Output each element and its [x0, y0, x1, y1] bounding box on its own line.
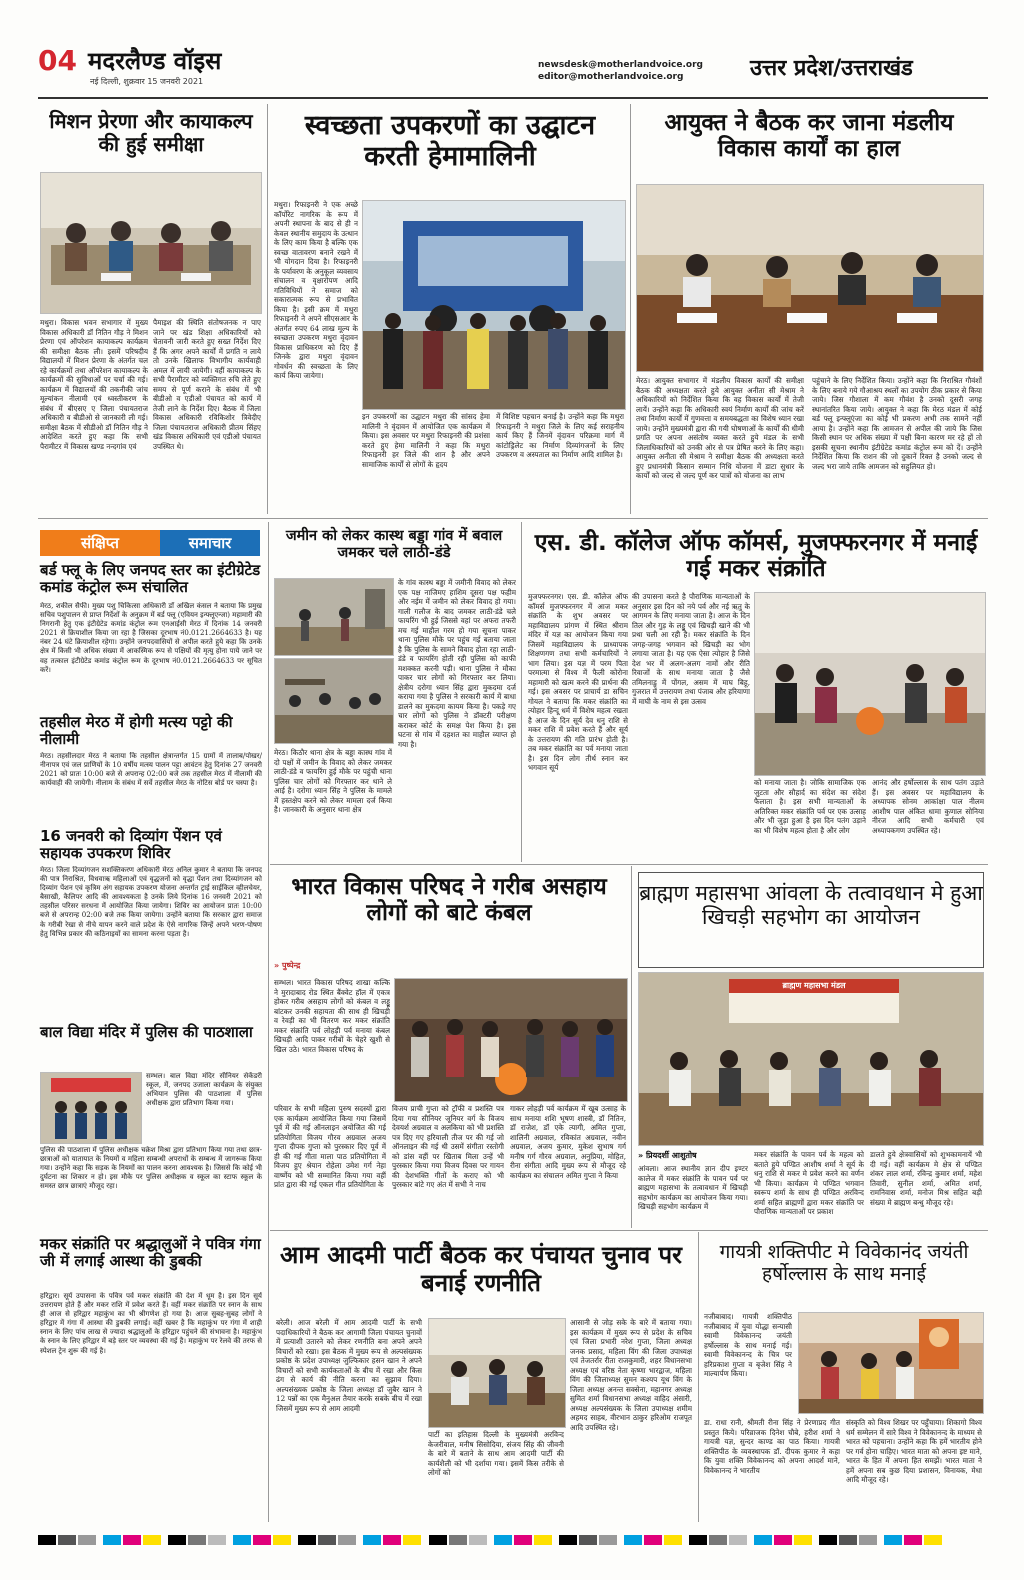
- story2-body-col2: इन उपकरणों का उद्घाटन मथुरा की सांसद हेमा मालिनी ने वृंदावन में आयोजित एक कार्यक्रम में किया। इस अवसर पर मथुरा रिफाइनरी की प्रशंसा करते हुए हेमा मालिनी ने कहा कि मथुरा रिफाइनरी हर जिले की शान है और अपने सामाजिक कार्यों से लोगों के हृदय: [362, 412, 490, 469]
- story9-body-side: नजीबाबाद। गायत्री शक्तिपीठ नजीबाबाद में युवा योद्धा सन्यासी स्वामी विवेकानन्द जयंती हर्षोल्लास के साथ मनाई गई। स्वामी विवेकानन्द के चित्र पर हरिप्रकाश गुप्ता व बृजेश सिंह ने माल्यार्पण किया।: [704, 1312, 792, 1378]
- story9-body-col2: संस्कृति को विश्व शिखर पर पहुँचाया। शिकागो विश्व धर्म सम्मेलन में सारे विश्व ने विवेकानन्द के माध्यम से भारत को पहचाना। उन्होंने कहा कि हमें भारतीय होने पर गर्व होना चाहिए। भारत माता को अपना इष्ट माने, भारत के हित में अपना हित समझें। भारत माता ने हमें अपना सब कुछ दिया प्रशासन, विनायक, मेधा आदि मौजूद रहे।: [846, 1418, 982, 1484]
- story7-photo: [638, 972, 984, 1146]
- story3-headline: आयुक्त ने बैठक कर जाना मंडलीय विकास कार्यों का हाल: [664, 110, 954, 163]
- story7-headline: ब्राह्मण महासभा आंवला के तत्वावधान मे हुआ खिचड़ी सहभोग का आयोजन: [639, 881, 983, 930]
- brief5-headline: मकर संक्रांति पर श्रद्धालुओं ने पवित्र गंगा जी में लगाई आस्था की डुबकी: [40, 1235, 261, 1271]
- story2-body-col1: मथुरा। रिफाइनरी ने एक अच्छे कॉर्पोरेट नागरिक के रूप में अपनी स्थापना के बाद से ही न केवल स्थानीय समुदाय के उत्थान के लिए काम किया है बल्कि एक स्वच्छ वातावरण बनाने रखने में भी योगदान दिया है। रिफाइनरी के पर्यावरण के अनुकूल व्यवसाय संचालन व वृक्षारोपण आदि गतिविधियों ने समाज को सकारात्मक रूप से प्रभावित किया है। इसी क्रम में मथुरा रिफाइनरी ने अपने सीएसआर के अंतर्गत रुपए 64 लाख मूल्य के स्वच्छता उपकरण मथुरा वृंदावन विकास प्राधिकरण को दिए हैं जिनके द्वारा मथुरा वृंदावन गोवर्धन की स्वच्छता के लिए कार्य किया जायेगा।: [274, 200, 358, 380]
- story4-body-right: के गांव कास्थ बड्डा में जमीनी विवाद को लेकर एक पक्ष नाजिमए हाशिम दूसरा पक्ष फहीम और नईम में जमीन को लेकर विवाद हो गया। गाली गलौज के बाद जमकर लाठी-डंडे चले फायरिंग भी हुई जिससे वहां पर अफरा तफरी मच गई माहौल गरम हो गया सूचना पाकर थाना पुलिस मौके पर पहुंच गई बताया जाता है कि पुलिस के सामने विवाद होता रहा लाठी-डंडे व फायरिंग होती रही पुलिस को काफी मशक्कत करनी पड़ी। थाना पुलिस ने मौका पाकर चार लोगों को गिरफ्तार कर लिया। क्षेत्रीय दरोगा ध्यान सिंह द्वारा मुकदमा दर्ज कराया गया है पुलिस ने सरकारी कार्य में बाधा डालने का मुकदमा कायम किया है। पकड़े गए चार लोगों को पुलिस ने डॉक्टरी परीक्षण कराकर कोर्ट के समक्ष पेश किया है। इस घटना से गांव में दहशत का माहौल व्याप्त हो गया है।: [398, 578, 516, 749]
- story6-body-col3: गाकर लोहड़ी पर्व कार्यक्रम में खूब उत्साह के साथ मनाया शशि भूषण शास्त्री, डॉ नितिन, डॉ राजेश, डॉ एके त्यागी, अमित गुप्ता, शालिनी अग्रवाल, रविकांत अग्रवाल, नवीन अग्रवाल, अजय कुमार, मुकेश सुभाष गर्ग मनीष गर्ग गौरव अग्रवाल, अनुप्रिया, मोहित, रीना संगीता आदि मुख्य रूप से मौजूद रहे कार्यक्रम का संचालन अमित गुप्ता ने किया: [510, 1104, 626, 1180]
- story2-body-col3: में विशिष्ट पहचान बनाई है। उन्होंने कहा कि मथुरा रिफाइनरी ने मथुरा जिले के लिए कई सराहनीय कार्य किए हैं जिनमें वृंदावन परिक्रमा मार्ग में कांटोड्रिलेट का निर्माण दिव्यांगजनों के लिए उपकरण व अस्पताल का निर्माण आदि शामिल है।: [496, 412, 624, 459]
- story8-body-col1: बरेली। आज बरेली में आम आदमी पार्टी के सभी पदाधिकारियों ने बैठक कर आगामी जिला पंचायत चुनावों में प्रत्याशी उतारने को लेकर रणनीति बना अपने अपने विचारों को रखा। इस बैठक में मुख्य रूप से अल्पसंख्यक प्रकोष्ठ के प्रदेश उपाध्यक्ष जुल्फिकार हसन खान ने अपने विचारों को सभी कार्यकताओं के बीच में रखा और किस ढंग से कार्य की नीति करना का सुझाव दिया। अल्पसंख्यक प्रकोष्ठ के जिला अध्यक्ष डॉ जुबैर खान ने 12 पन्नों का एक मैनुअल तैयार करके सबके बीच में रखा जिसमें मुख्य रूप से आम आदमी: [276, 1318, 422, 1413]
- story2-photo: [362, 200, 626, 410]
- story7-headline-box: [638, 872, 984, 968]
- story6-body-col2: विजय प्राची गुप्ता को ट्रॉफी व प्रशस्ति पत्र दिया गया सीनियर जूनियर वर्ग के विजय देवयर्श अग्रवाल व अलकिया को भी प्रशस्ति पत्र दिए गए हरियाली तीज पर की गई जो ऑनलाइन की गई थी उसमें संगीता रस्तोगी को डांस वहीं पर खिताब मिला उन्हें भी पुरस्कार किया गया विजय दिवस पर गायन की देशभक्ति गीतों के कराए को भी पुरस्कार बांटे गए अंत में सभी ने नाच: [392, 1104, 504, 1189]
- brief5-text: हरिद्वार। सूर्य उपासना के पवित्र पर्व मकर संक्रांति की देश में धूम है। इस दिन सूर्य उत्तरायण होते हैं और मकर राशि में प्रवेश करते हैं। वहीं मकर संक्रांति पर स्नान के साथ ही आज से हरिद्वार महाकुंभ का भी श्रीगणेश हो गया है। आज सुबह-सुबह लोगों ने हरिद्वार में गंगा में आस्था की डुबकी लगाई। वहीं खबर है कि महाकुंभ पर गंगा में शाही स्नान के लिए पांच लाख से ज्यादा श्रद्धालुओं के हरिद्वार पहुंचने की संभावना है। महाकुंभ के स्नान के लिए हरिद्वार में बड़े स्तर पर व्यवस्था की गई है। महाकुंभ पर रेलवे की तरफ से स्पेशल ट्रेन शुरू की गई है।: [40, 1292, 262, 1355]
- story9-body-col1: डा. राधा रानी, श्रीमती रीना सिंह ने प्रेरणाप्रद गीत प्रस्तुत किये। परिव्राजक दिनेश चौबे, हरीश शर्मा ने गायत्री यज्ञ, सुन्दर काण्ड का पाठ किया। गायत्री शक्तिपीठ के व्यवस्थापक डॉ. दीपक कुमार ने कहा कि युवा शक्ति विवेकानन्द को अपना आदर्श माने, विवेकानन्द ने भारतीय: [704, 1418, 840, 1475]
- story4-photo-top: [274, 578, 394, 656]
- brief3-headline: 16 जनवरी को दिव्यांग पेंशन एवं सहायक उपकरण शिविर: [40, 827, 222, 863]
- story5-body-col1: मुजफ्फरनगर। एस. डी. कॉलेज ऑफ कॉमर्स मुजफ्फरनगर में आज मकर संक्रांति के शुभ अवसर पर महाविद्यालय प्रांगण में स्थित श्रीराम मंदिर में यज्ञ का आयोजन किया गया जिसमें महाविद्यालय के प्राध्यापक शिक्षणगण तथा सभी कर्मचारियों ने भाग लिया। इस यज्ञ में परम पिता परमात्मा से विश्व में फैली कोरोना महामारी को खत्म करने की प्रार्थना की गई। इस अवसर पर प्राचार्य डा सचिन गोयल ने बताया कि मकर संक्रांति का त्योहार हिन्दू धर्म में विशेष महत्व रखता है आज के दिन सूर्य देव धनु राशि से मकर राशि में प्रवेश करते हैं और सूर्य के उत्तरायण की गति प्रारंभ होती है। तब मकर संक्रांति का पर्व मनाया जाता है। इस दिन लोग तीर्थ स्नान कर भगवान सूर्य: [528, 592, 628, 772]
- story8-body-col2: पार्टी का इतिहास दिल्ली के मुख्यमंत्री अरविन्द केजरीवाल, मनीष सिसोदिया, संजय सिंह की जीवनी के बारे में बताने के साथ आम आदमी पार्टी की कार्यशैली को भी दर्शाया गया। इसमें किस तरीके से लोगों को: [428, 1430, 564, 1477]
- story6-headline: भारत विकास परिषद ने गरीब असहाय लोगों को बाटे कंबल: [291, 874, 607, 927]
- story6-photo: [394, 978, 628, 1102]
- brief-banner: [40, 530, 260, 556]
- story6-body-col1: परिवार के सभी महिला पुरुष सदस्यों द्वारा एक कार्यक्रम आयोजित किया गया जिसमें पूर्व में की गई ऑनलाइन अयोजित की गई प्रतियोगिता विजय गौरव अग्रवाल अजय गुप्ता दीपक गुप्ता को पुरस्कार दिए पूर्व में ही की गई गीता माला पाठ प्रतियोगिता में विजय हुए श्रेयान रोहेला उमेश गर्ग नेहा वार्ष्णेय को भी सम्मानित किया गया वहीं प्रांत द्वारा की गई एकल गीत प्रतियोगिता के: [274, 1104, 386, 1189]
- story8-body-col3: आसानी से जोड़ सके के बारे में बताया गया। इस कार्यक्रम में मुख्य रूप से प्रदेश के सचिव एवं जिला प्रभारी नरेश गुप्ता, जिला अध्यक्ष जनक प्रसाद, महिला विंग की जिला उपाध्यक्ष एवं तेजतर्रार रीता राजकुमारी, शहर विधानसभा अध्यक्ष एवं वरिष्ठ नेता कृष्णा भारद्वाज, महिला विंग की जिलाध्यक्ष सुमन कश्यप यूथ विंग के जिला अध्यक्ष अनन्त सक्सेना, महानगर अध्यक्ष सुमित शर्मा विधानसभा अध्यक्ष वाहिद अंसारी, अध्यक्ष अल्पसंख्यक के जिला उपाध्यक्ष शमीम अहमद साहब, वीरभान ठाकुर हरिओम राजपूत आदि उपस्थित रहे।: [570, 1318, 692, 1432]
- story5-body-col3: को मनाया जाता है। जोकि सामाजिक एक जुटता और सौहार्द का संदेश का संदेश फैलाता है। इस सभी मान्यताओं के अतिरिक्त मकर संक्रांति पर्व पर एक उत्साह और भी जुड़ा हुआ है इस दिन पतंग उड़ाने का भी विशेष महत्व होता है और लोग: [754, 778, 866, 835]
- story7-body-col2: मकर संक्रांति के पावन पर्व के महत्व को बताते हुये पण्डित आशीष शर्मा ने सूर्य के धनु राशि से मकर मे प्रवेश करने का वर्णन भी किया। कार्यक्रम मे पण्डित भगवान स्वरूप शर्मा के साथ ही पण्डित अरविन्द शर्मा सहित ब्राह्मणों द्वारा मकर संक्रांति पर पौराणिक मान्यताओं पर प्रकाश: [754, 1150, 864, 1216]
- story1-body-col1: मथुरा। विकास भवन सभागार में मुख्य विकास अधिकारी डॉ नितिन गौड़ ने मिशन प्रेरणा एवं ऑपरेशन कायाकल्प कार्यक्रम की समीक्षा बैठक ली। इसमें परिषदीय विद्यालयों में मिशन प्रेरणा के अंतर्गत चल रहे कार्यक्रमों तथा ऑपरेशन कायाकल्प के कार्यक्रमों की सुविधाओं पर चर्चा की गई। कार्यक्रम में विद्यालयों की तकनीकी जांच मूल्यांकन नीलामी एवं ध्वस्तीकरण के संबंध में बीएसए ए जिला पंचायतराज अधिकारी व बीडीओ से जानकारी ली गई। समीक्षा बैठक में सीडीओ डॉ नितिन गौड़ ने आदेशित करते हुए कहा कि सभी पैरामीटर में विकास खण्ड नन्दगांव एवं: [40, 318, 148, 451]
- brief4-photo: [40, 1072, 142, 1144]
- story6-body-top: सम्भल। भारत विकास परिषद शाखा कल्कि ने मुरादाबाद रोड स्थित बैंक्वेट हॉल में एकत्र होकर गरीब असहाय लोगों को कंबल व लड्डू बांटकर उनकी सहायता की साथ ही खिचड़ी व रेवड़ी का भी वितरण कर मकर संक्रांति मकर संक्रांति पर्व लोहड़ी पर्व मनाया कंबल खिचड़ी आदि पाकर गरीबों के चेहरे खुशी से खिल उठे। भारत विकास परिषद के: [274, 978, 390, 1054]
- brief1-headline: बर्ड फ्लू के लिए जनपद स्तर का इंटीग्रेटेड कमांड कंट्रोल रूम संचालित: [40, 561, 261, 597]
- masthead: [38, 42, 988, 90]
- story9-photo: [798, 1312, 984, 1414]
- story3-photo: [636, 184, 984, 372]
- story9-headline: गायत्री शक्तिपीट मे विवेकानंद जयंती हर्षोल्लास के साथ मनाई: [719, 1241, 969, 1285]
- color-registration-strip: [38, 1530, 988, 1540]
- story4-body-left: मेरठ। किठौर थाना क्षेत्र के बड्डा कास्थ गांव में दो पक्षों में जमीन के विवाद को लेकर जमकर लाठी-डंडे व फायरिंग हुई मौके पर पहुंची थाना पुलिस चार लोगों को गिरफ्तार कर थाने ले आई है। दरोगा ध्यान सिंह ने पुलिस के मामले में हस्तक्षेप करने को लेकर मामला दर्ज किया है। जानकारी के अनुसार थाना क्षेत्र: [274, 748, 392, 814]
- story8-photo: [428, 1318, 566, 1428]
- brief2-text: मेरठ। तहसीलदार मेरठ ने बताया कि तहसील क्षेत्रान्तर्गत 15 ग्रामों में तालाब/पोखर/नीनापत्र एवं जल प्राणियों के 10 वर्षीय मत्स्य पालन पट्टा आवंटन हेतु दिनांक 27 जनवरी 2021 को प्रातः 10:00 बजे से अपरान्ह 02:00 बजे तक तहसील मेरठ में नीलामी की कार्यवाही की जायेगी। नीलाम के संबंध में सर्वे तहसील मेरठ के नोटिस बोर्ड पर चस्पा है।: [40, 752, 262, 788]
- brief-banner-label2: समाचार: [160, 530, 260, 556]
- story1-body-col2: पैमाइश की स्थिति संतोषजनक न पाए जाने पर खंड शिक्षा अधिकारियों को चेतावनी जारी करते हुए सख्त निर्देश दिए हैं कि अगर अपने कार्यों में प्रगति न लाये तो उनके खिलाफ विभागीय कार्यवाही अमल में लायी जायेगी। वहीं कायाकल्प के सभी पैरामीटर को व्यक्तिगत रुचि लेते हुए समय से पूर्ण कराने के संबंध में भी बीडीओ व एडीओ पंचायत को कार्य में तेजी लाने के निर्देश दिए। बैठक में जिला विकास अधिकारी रविकिशोर त्रिवेदीए जिला पंचायतराज अधिकारी प्रीतम सिंहए खंड विकास अधिकारी एवं एडीओ पंचायत उपस्थित थे।: [153, 318, 261, 451]
- story8-headline: आम आदमी पार्टी बैठक कर पंचायत चुनाव पर बनाई रणनीति: [280, 1241, 682, 1297]
- newsdesk-email[interactable]: newsdesk@motherlandvoice.org: [538, 60, 703, 70]
- story7-body-col3: डालते हुये क्षेत्रवासियों को शुभकामनायें भी दी गई। वहीं कार्यक्रम मे क्षेत्र से पण्डित शंकर लाल शर्मा, रविन्द्र कुमार शर्मा, महेश तिवारी, सुनील शर्मा, अमित शर्मा, रामनिवास शर्मा, मनोज मिश्र सहित बड़ी संख्या मे ब्राह्मण बन्धु मौजूद रहे।: [870, 1150, 982, 1207]
- story5-body-col4: आनंद और हर्षोल्लास के साथ पतंग उड़ाते हैं। इस अवसर पर महाविद्यालय के अध्यापक सोनम आकांक्षा पाल नीलम आशीष पाल अंकित धामा कुणाल सोनिया नीरज आदि सभी कर्मचारी एवं अध्यापकगण उपस्थित रहे।: [872, 778, 984, 835]
- editor-email[interactable]: editor@motherlandvoice.org: [538, 72, 684, 82]
- story3-body-col1: मेरठ। आयुक्त सभागार में मंडलीय विकास कार्यों की समीक्षा बैठक की अध्यक्षता करते हुये आयुक्त अनीता सी मेश्राम ने अधिकारियों को निर्देशित किया कि वह विकास कार्यों में तेजी लायें। उन्होंने कहा कि अधिकारी स्वयं निर्माण कार्यों की जांच करें तथा निर्माण कार्यों में गुणवत्ता व समयबद्धता का विशेष ध्यान रखा जाये। उन्होंने मुख्यमंत्री द्वारा की गयी घोषणाओं के कार्यों की धीमी प्रगति पर अपना असंतोष व्यक्त करते हुये मंडल के सभी जिलाधिकारियों को उनकी ओर से पत्र प्रेषित करने के लिए कहा। आयुक्त अनीता सी मेश्राम ने समीक्षा बैठक की अध्यक्षता करते हुए प्रधानमंत्री किसान सम्मान निधि योजना में डाटा सुधार के कार्यों को जल्द से जल्द पूर्ण कर पात्रों को योजना का लाभ: [636, 376, 804, 480]
- story7-banner-text: ब्राह्मण महासभा मंडल: [782, 981, 846, 990]
- story7-body-col1: आंवला। आज स्थानीय ज्ञान दीप इण्टर कालेज में मकर संक्रांति के पावन पर्व पर ब्राह्मण महासभा के तत्वावधान में खिचड़ी सहभोग कार्यक्रम का आयोजन किया गया। खिचड़ी सहभोग कार्यक्रम में: [638, 1164, 748, 1211]
- brief-banner-label1: संक्षिप्त: [40, 530, 160, 556]
- story7-byline: » प्रियदर्शी आशुतोष: [638, 1151, 697, 1160]
- story5-photo: [754, 592, 986, 776]
- brief4-headline: बाल विद्या मंदिर में पुलिस की पाठशाला: [40, 1023, 253, 1041]
- story3-body-col2: पहुंचाने के लिए निर्देशित किया। उन्होंने कहा कि निराश्रित गौवंशों के लिए बनाये गये गौआश्रय स्थलों का उपयोग ठीक प्रकार से किया जाये। जिस गौशाला में कम गौवंश है उनको दूसरी जगह स्थानांतरित किया जाये। आयुक्त ने कहा कि मेरठ मंडल में कोई बर्ड फ्लू इन्फ्लूएंजा का कोई भी प्रकरण अभी तक सामने नहीं आया है। उन्होंने कहा कि आमजन से अपील की जाये कि जिस किसी स्थान पर अधिक संख्या में पक्षी बिना कारण मर रहे हों तो इसकी सूचना स्थानीय इंटीग्रेटेड कमांड कंट्रोल रूम को दें। उन्होंने निर्देशित किया कि राशन की जो दुकानें रिक्त है उनको जल्द से जल्द भरा जाये ताकि आमजन को सहुलियत हो।: [812, 376, 982, 471]
- story2-headline: स्वच्छता उपकरणों का उद्घाटन करती हेमामालिनी: [304, 110, 596, 173]
- dateline: नई दिल्ली, शुक्रवार 15 जनवरी 2021: [90, 77, 204, 86]
- masthead-rule: [38, 97, 988, 99]
- story4-photo-bottom: [274, 658, 394, 744]
- story6-byline: » पुष्पेन्द्र: [274, 961, 301, 970]
- story5-headline: एस. डी. कॉलेज ऑफ कॉमर्स, मुजफ्फरनगर में मनाई गई मकर संक्रांति: [534, 530, 978, 583]
- brief4-side-text: सम्भल। बाल विद्या मंदिर सीनियर सेकेंडरी स्कूल, में, जनपद उजाला कार्यक्रम के संयुक्त अभियान पुलिस की पाठशाला में पुलिस अधीक्षक द्वारा प्रतिभाग किया गया।: [146, 1072, 262, 1108]
- brief1-text: मेरठ, शकील सैफी। मुख्य पशु चिकित्सा अधिकारी डाॅ अखिल कंसल ने बताया कि प्रमुख सचिव पशुपालन से प्राप्त निर्देशों के अनुक्रम में बर्ड फ्लू (एवियन इन्फ्लूएन्जा) महामारी की निगरानी हेतु एक इंटीग्रेटेड कमांड कंट्रोल रूम एनआईसी मेरठ में दिनांक 14 जनवरी 2021 से क्रियाशील किया जा रहा है जिसका दूरभाष नं0.0121.2664633 है। यह नंबर 24 घंटे क्रियाशील रहेगा। उन्होंने जनपदवासियों से अपील करते हुये कहा कि उनके क्षेत्र में किसी भी अधिक संख्या में आकस्मिक रूप से पक्षियों की मृत्यु होना पाये जाने पर वह तत्काल इंटीग्रेटेड कमांड कंट्रोल रूम के दूरभाष नं0.0121.2664633 पर सूचित करें।: [40, 602, 262, 674]
- page-number: 04: [38, 44, 77, 77]
- story4-headline: जमीन को लेकर कास्थ बड्डा गांव में बवाल जमकर चले लाठी-डंडे: [285, 528, 503, 561]
- brief2-headline: तहसील मेरठ में होगी मत्स्य पट्टो की नीलामी: [40, 713, 233, 749]
- section-title: उत्तर प्रदेश/उत्तराखंड: [750, 56, 913, 81]
- brief3-text: मेरठ। जिला दिव्यांगजन सशक्तिकरण अधिकारी मेरठ अनिल कुमार ने बताया कि जनपद की पात्र निराश्रित, विधवाऋ महिलाओं एवं वृद्धजनों को वृद्धा पेंशन तथा दिव्यांगजन को दिव्यांग पेंशन एवं कृत्रिम अंग सहायक उपकरण योजना अन्तर्गत ट्राई साईकिल व्हीलचेयर, बैसाखी, कैलिपर आदि की आवश्यकता है उनके लिये दिनांक 16 जनवरी 2021 को तहसील परिसर सरधना में आयोजित किया जायेगा। शिविर का आयोजन प्रातः 10:00 बजे से अपरान्ह 02:00 बजे तक किया जायेगा। उन्होंने बताया कि सरकार द्वारा समाज के गरीबी रेखा से नीचे यापन करने वाले प्रदेश के ऐसे नागरिक जिन्हें अपने भरण-पोषण हेतु विभिन्न प्रकार की कठिनाइयों का सामना करना पड़ता है।: [40, 866, 262, 938]
- paper-name: मदरलैण्ड वॉइस: [88, 47, 222, 75]
- story1-photo: [40, 172, 262, 314]
- story5-body-col2: की उपासना करते है पौराणिक मान्यताओं के अनुसार इस दिन को नये पर्व और नई ऋतु के आगमन के लिए मनाया जाता है। आज के दिन तिल और गुड़ के लड्डू एवं खिचड़ी खाने की भी प्रथा चली आ रही है। मकर संक्रांति के दिन जगह-जगह भगवान को खिचड़ी का भोग लगाया जाता है। यह एक ऐसा त्योहार है जिसे देश भर में अलग-अलग नामों और रीति रिवाजों के साथ मनाया जाता है जैसे तमिलनाडु में पोंगल, असम में माघ बिहू, गुजरात में उत्तरायण तथा पंजाब और हरियाणा में माघी के नाम से इस उत्सव: [632, 592, 750, 706]
- brief4-text: पुलिस की पाठशाला में पुलिस अधीक्षक चक्रेश मिश्रा द्वारा प्रतिभाग किया गया तथा छात्र-छात्राओं को यातायात के नियमों व महिला सम्बन्धी अपराधों के सम्बन्ध में जागरूक किया गया। उन्होंने कहा कि सड़क के नियमों का पालन करना आवश्यक है। जिससे कि कोई भी दुर्घटना का शिकार न हो। इस मौके पर पुलिस अधीक्षक व स्कूल का स्टाफ स्कूल के समस्त छात्र छात्राएं मौजूद रहा।: [40, 1146, 262, 1191]
- story1-headline: मिशन प्रेरणा और कायाकल्प की हुई समीक्षा: [49, 109, 253, 156]
